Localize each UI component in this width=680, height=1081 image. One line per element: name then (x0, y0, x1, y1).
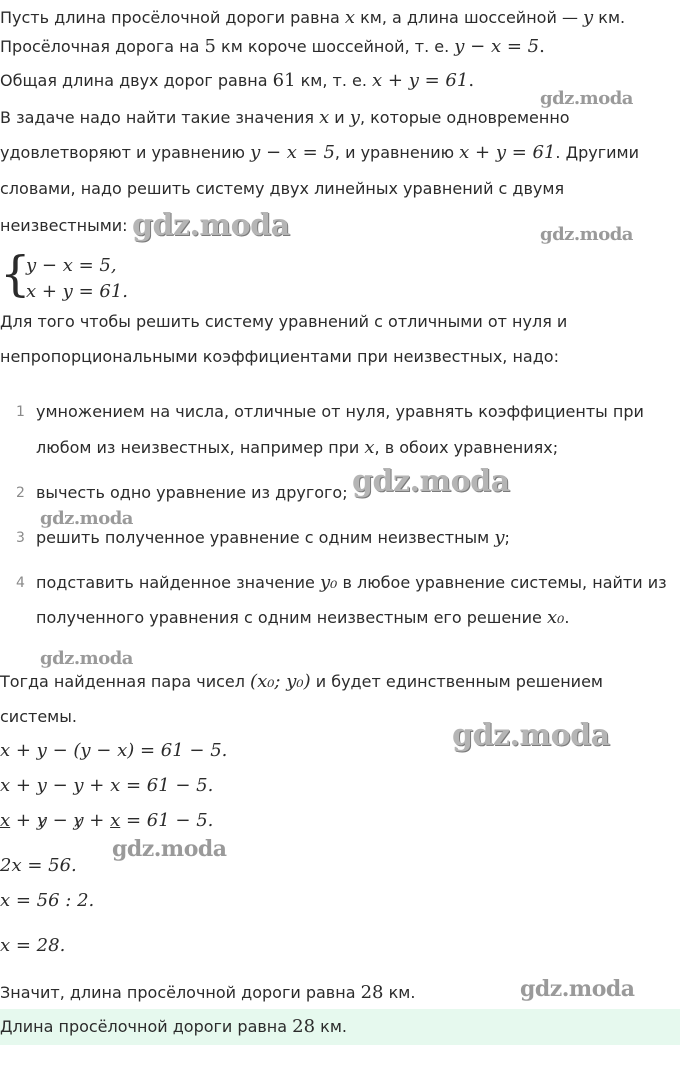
calc-line: x + y − (y − x) = 61 − 5. (0, 740, 228, 761)
text-line (0, 37, 545, 57)
text: непропорциональными коэффициентами при неизвестных, надо: (0, 347, 559, 366)
watermark: gdz.moda (352, 464, 510, 499)
text: Для того чтобы решить систему уравнений с отличными от нуля и (0, 312, 568, 331)
text-line (0, 71, 474, 91)
answer-text: км. (315, 1017, 347, 1036)
watermark: gdz.moda (540, 224, 633, 245)
step-number: 4 (16, 575, 25, 591)
text: . (468, 70, 475, 91)
text-line (0, 108, 570, 128)
math-equation: y − x = 5 (250, 142, 335, 163)
math-number: 61 (272, 70, 296, 91)
text: . (539, 36, 545, 57)
text: , которые одновременно (359, 108, 570, 127)
text: , в обоих уравнениях; (374, 438, 559, 457)
step-text: умножением на числа, отличные от нуля, уравнять коэффициенты при (36, 402, 644, 421)
watermark: gdz.moda (132, 208, 290, 243)
text: решить полученное уравнение с одним неизвестным (36, 528, 495, 547)
text: неизвестными: (0, 216, 128, 235)
system-eq-2: x + y = 61. (26, 281, 128, 302)
text: и (329, 108, 350, 127)
text: подставить найденное значение (36, 573, 320, 592)
math-number: 28 (360, 982, 384, 1003)
math-rest: = 61 − 5. (120, 810, 214, 831)
step-number: 1 (16, 404, 25, 420)
math-op: − (46, 810, 74, 831)
watermark: gdz.moda (452, 718, 610, 753)
math-var: x₀ (546, 607, 565, 628)
math-op: + (10, 810, 37, 831)
text: в любое уравнение системы, найти из (337, 573, 667, 592)
math-number: 28 (292, 1016, 316, 1037)
calc-line (0, 811, 213, 831)
math-var: x (344, 7, 356, 28)
math-pair: (x₀; y₀) (250, 671, 311, 692)
text-line (0, 672, 603, 692)
watermark: gdz.moda (540, 88, 633, 109)
math-op: + (83, 810, 111, 831)
text: В задаче надо найти такие значения (0, 108, 320, 127)
system-eq-1: y − x = 5, (26, 255, 117, 276)
watermark: gdz.moda (520, 976, 635, 1002)
calc-line: 2x = 56. (0, 855, 77, 876)
calc-line: x = 56 : 2. (0, 890, 95, 911)
watermark: gdz.moda (40, 508, 133, 529)
text: Просёлочная дорога на (0, 37, 205, 56)
math-var: y₀ (319, 572, 338, 593)
math-var-underlined: x (110, 810, 121, 831)
text-line (0, 143, 639, 163)
math-equation: x + y = 61 (372, 70, 469, 91)
text: , и уравнению (334, 143, 460, 162)
math-var-crossed: y (73, 810, 84, 831)
step-text (36, 528, 510, 548)
text: и будет единственным решением (310, 672, 603, 691)
text: Значит, длина просёлочной дороги равна (0, 983, 361, 1002)
math-var: x (319, 107, 330, 128)
text: Общая длина двух дорог равна (0, 71, 273, 90)
text: км, т. е. (295, 71, 373, 90)
text: км. (593, 8, 626, 27)
math-equation: x + y = 61 (459, 142, 556, 163)
step-text (36, 573, 667, 593)
text: словами, надо решить систему двух линейных уравнений с двумя (0, 179, 565, 198)
math-var: x (364, 437, 375, 458)
text: ; (504, 528, 510, 547)
watermark: gdz.moda (112, 836, 227, 862)
text: . Другими (555, 143, 639, 162)
text-line (0, 312, 567, 332)
math-var-underlined: x (0, 810, 11, 831)
text: км, а длина шоссейной — (355, 8, 584, 27)
answer-box (0, 1009, 680, 1045)
text-line (0, 707, 77, 727)
text-line (0, 8, 625, 28)
text: Пусть длина просёлочной дороги равна (0, 8, 345, 27)
text-line (0, 347, 559, 367)
math-equation: y − x = 5 (454, 36, 540, 57)
math-var: y (494, 527, 505, 548)
text: системы. (0, 707, 77, 726)
system-brace: { (0, 246, 31, 302)
text-line (0, 216, 128, 236)
text: полученного уравнения с одним неизвестным его решение (36, 608, 547, 627)
text: . (564, 608, 570, 627)
text: удовлетворяют и уравнению (0, 143, 251, 162)
watermark: gdz.moda (40, 648, 133, 669)
math-number: 5 (204, 36, 216, 57)
answer-text: Длина просёлочной дороги равна (0, 1017, 293, 1036)
math-var-crossed: y (36, 810, 47, 831)
step-text (36, 438, 558, 458)
calc-line: x + y − y + x = 61 − 5. (0, 775, 214, 796)
text: любом из неизвестных, например при (36, 438, 365, 457)
text-line (0, 179, 564, 199)
step-text: вычесть одно уравнение из другого; (36, 483, 348, 502)
step-text (36, 608, 569, 628)
text: Тогда найденная пара чисел (0, 672, 251, 691)
step-number: 2 (16, 485, 25, 501)
math-var: y (349, 107, 360, 128)
text: км. (383, 983, 416, 1002)
text-line (0, 983, 415, 1003)
calc-line: x = 28. (0, 935, 66, 956)
math-var: y (583, 7, 594, 28)
text: км короче шоссейной, т. е. (215, 37, 455, 56)
step-number: 3 (16, 530, 25, 546)
